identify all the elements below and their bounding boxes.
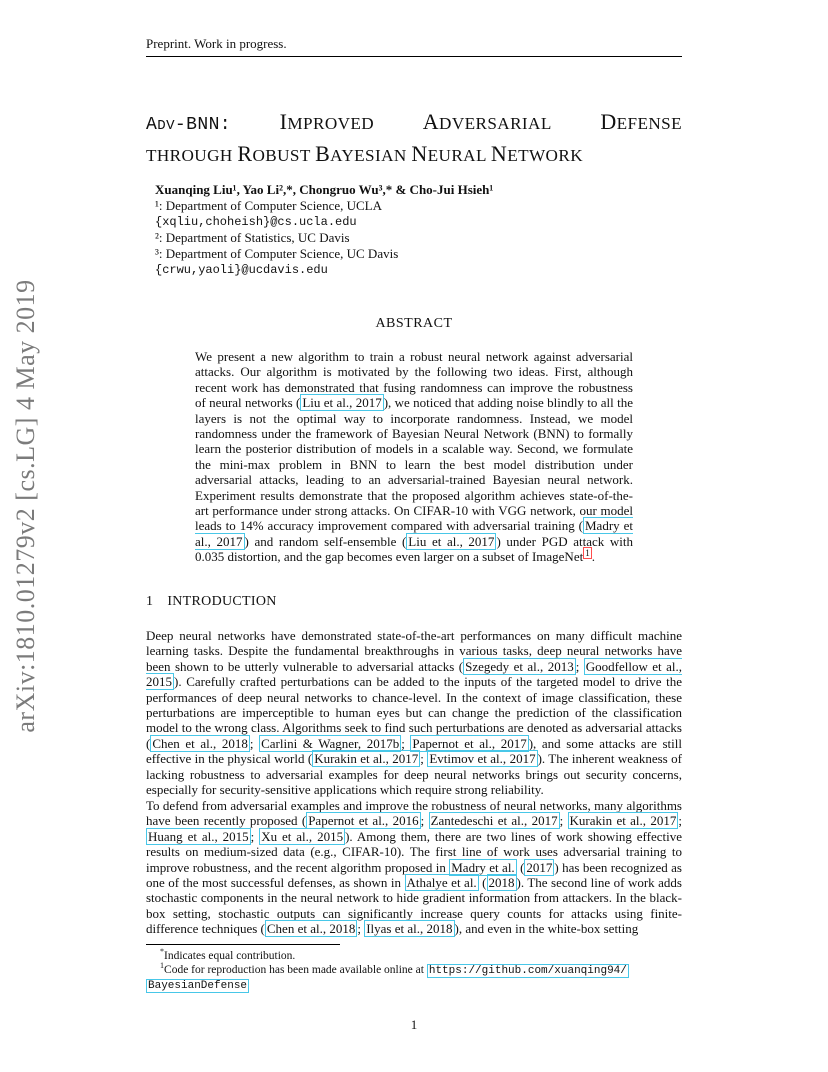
citation-link[interactable]: Kurakin et al., 2017: [569, 813, 677, 829]
author-block: [155, 182, 575, 278]
abstract-body: We present a new algorithm to train a robust neural network against adversarial attacks. Our algorithm is motivated by the following two ideas. First, although recent work has demonstrated that fusing randomness can improve the robustness of neural networks ( Liu et al., 2017 ), we noticed that adding noise blindly to all the layers is not the optimal way to incorporate randomness. Instead, we model randomness under the framework of Bayesian Neural Network (BNN) to formally learn the posterior distribution of models in a scalable way. Second, we formulate the mini-max problem in BNN to learn the best model distribution under adversarial attacks, leading to an adversarial-trained Bayesian neural network. Experiment results demonstrate that the proposed algorithm achieves state-of-the-art performance under strong attacks. On CIFAR-10 with VGG network, our model leads to 14% accuracy improvement compared with adversarial training ( Madry et al., 2017 ) and random self-ensemble ( Liu et al., 2017 ) under PGD attack with 0.035 distortion, and the gap becomes even larger on a subset of ImageNet $^1$ .: [195, 349, 634, 565]
github-url-link[interactable]: https://github.com/xuanqing94/: [428, 965, 627, 977]
citation-link[interactable]: Huang et al., 2015: [148, 828, 249, 844]
section-title: INTRODUCTION: [167, 594, 277, 609]
citation-link[interactable]: Zantedeschi et al., 2017: [430, 813, 558, 829]
intro-paragraph-2: To defend from adversarial examples and improve the robustness of neural networks, many algorithms have been recently proposed ( Papernot et al., 2016 ; Zantedeschi et al., 2017 ; Kurakin et al., 2017 ; Huang et al., 2015 ; Xu et al., 2015 ). Among them, there are two lines of work showing effective results on medium-sized data (e.g., CIFAR-10). The first line of work uses adversarial training to improve robustness, and the recent algorithm proposed in Madry et al. ( 2017 ) has been recognized as one of the most successful defenses, as shown in Athalye et al. ( 2018 ). The second line of work adds stochastic components in the neural network to hide gradient information from attackers. In the black-box setting, stochastic outputs can significantly increase query counts for attacks using finite-difference techniques ( Chen et al., 2018 ; Ilyas et al., 2018 ), and even in the white-box setting: [146, 798, 683, 937]
citation-link[interactable]: Goodfellow et al., 2015: [146, 658, 682, 690]
title-word-advbnn: ADV-BNN:: [146, 115, 232, 135]
citation-link[interactable]: Madry et al.: [451, 859, 515, 875]
arxiv-identifier: arXiv:1810.01279v2 [cs.LG] 4 May 2019: [11, 279, 40, 733]
affiliation-1: ¹: Department of Computer Science, UCLA: [155, 198, 383, 213]
github-url-link-cont[interactable]: BayesianDefense: [148, 980, 248, 992]
citation-link[interactable]: Szegedy et al., 2013: [465, 658, 574, 674]
citation-link[interactable]: Liu et al., 2017: [408, 533, 495, 549]
citation-link[interactable]: Papernot et al., 2017: [412, 735, 527, 751]
arxiv-sidebar: [0, 279, 52, 733]
abstract-heading: ABSTRACT: [375, 316, 453, 331]
citation-link[interactable]: Ilyas et al., 2018: [366, 921, 453, 937]
paper-title: [146, 108, 682, 169]
citation-link[interactable]: Chen et al., 2018: [266, 921, 356, 937]
citation-link[interactable]: 2017: [526, 859, 553, 875]
section-number: 1: [146, 594, 154, 609]
email-1: {xqliu,choheish}@cs.ucla.edu: [155, 215, 357, 229]
citation-link[interactable]: 2018: [488, 875, 515, 891]
citation-link[interactable]: Madry et al., 2017: [195, 518, 634, 549]
citation-link[interactable]: Athalye et al.: [406, 875, 477, 891]
running-head-text: Preprint. Work in progress.: [146, 36, 287, 51]
footnote-link[interactable]: 1: [585, 547, 590, 558]
footnote-equal-contribution: *Indicates equal contribution.: [160, 947, 296, 962]
citation-link[interactable]: Kurakin et al., 2017: [314, 751, 419, 767]
citation-link[interactable]: Chen et al., 2018: [152, 735, 248, 751]
title-word-adversarial: ADVERSARIAL: [422, 109, 552, 134]
intro-paragraph-1: Deep neural networks have demonstrated state-of-the-art performances on many difficult machine learning tasks. Despite the fundamental breakthroughs in various tasks, deep neural networks have been shown to be utterly vulnerable to adversarial attacks ( Szegedy et al., 2013 ; Goodfellow et al., 2015 ). Carefully crafted perturbations can be added to the inputs of the targeted model to drive the performances of deep neural networks to chance-level. In the context of image classification, these perturbations are imperceptible to human eyes but can change the prediction of the classification model to the wrong class. Algorithms seek to find such perturbations are denoted as adversarial attacks ( Chen et al., 2018 ; Carlini & Wagner, 2017b ; Papernot et al., 2017 ), and some attacks are still effective in the physical world ( Kurakin et al., 2017 ; Evtimov et al., 2017 ). The inherent weakness of lacking robustness to adversarial examples for deep neural networks brings out security concerns, especially for security-sensitive applications which require strong reliability.: [146, 628, 682, 798]
citation-link[interactable]: Evtimov et al., 2017: [429, 751, 536, 767]
citation-link[interactable]: Liu et al., 2017: [302, 395, 382, 411]
title-line-1: [146, 108, 682, 140]
footnotes: [146, 949, 682, 993]
page-number: 1: [410, 1017, 418, 1032]
title-line-2: THROUGH ROBUST BAYESIAN NEURAL NETWORK: [146, 141, 583, 166]
title-word-improved: IMPROVED: [279, 109, 375, 134]
title-word-defense: DEFENSE: [600, 109, 682, 134]
footnote-rule: [146, 944, 340, 945]
footnote-code: $^1$Code for reproduction has been made available online at https://github.com/xuanqing94/ BayesianDefense: [148, 961, 627, 992]
citation-link[interactable]: Carlini & Wagner, 2017b: [261, 735, 400, 751]
section-heading-introduction: [146, 594, 277, 610]
citation-link[interactable]: Papernot et al., 2016: [308, 813, 419, 829]
citation-link[interactable]: Xu et al., 2015: [261, 828, 344, 844]
affiliation-3: ³: Department of Computer Science, UC Davis: [155, 246, 399, 261]
affiliation-2: ²: Department of Statistics, UC Davis: [155, 230, 350, 245]
running-header: [146, 36, 682, 57]
email-2: {crwu,yaoli}@ucdavis.edu: [155, 263, 328, 277]
author-names: Xuanqing Liu¹, Yao Li²,*, Chongruo Wu³,* & Cho-Jui Hsieh¹: [155, 182, 494, 197]
